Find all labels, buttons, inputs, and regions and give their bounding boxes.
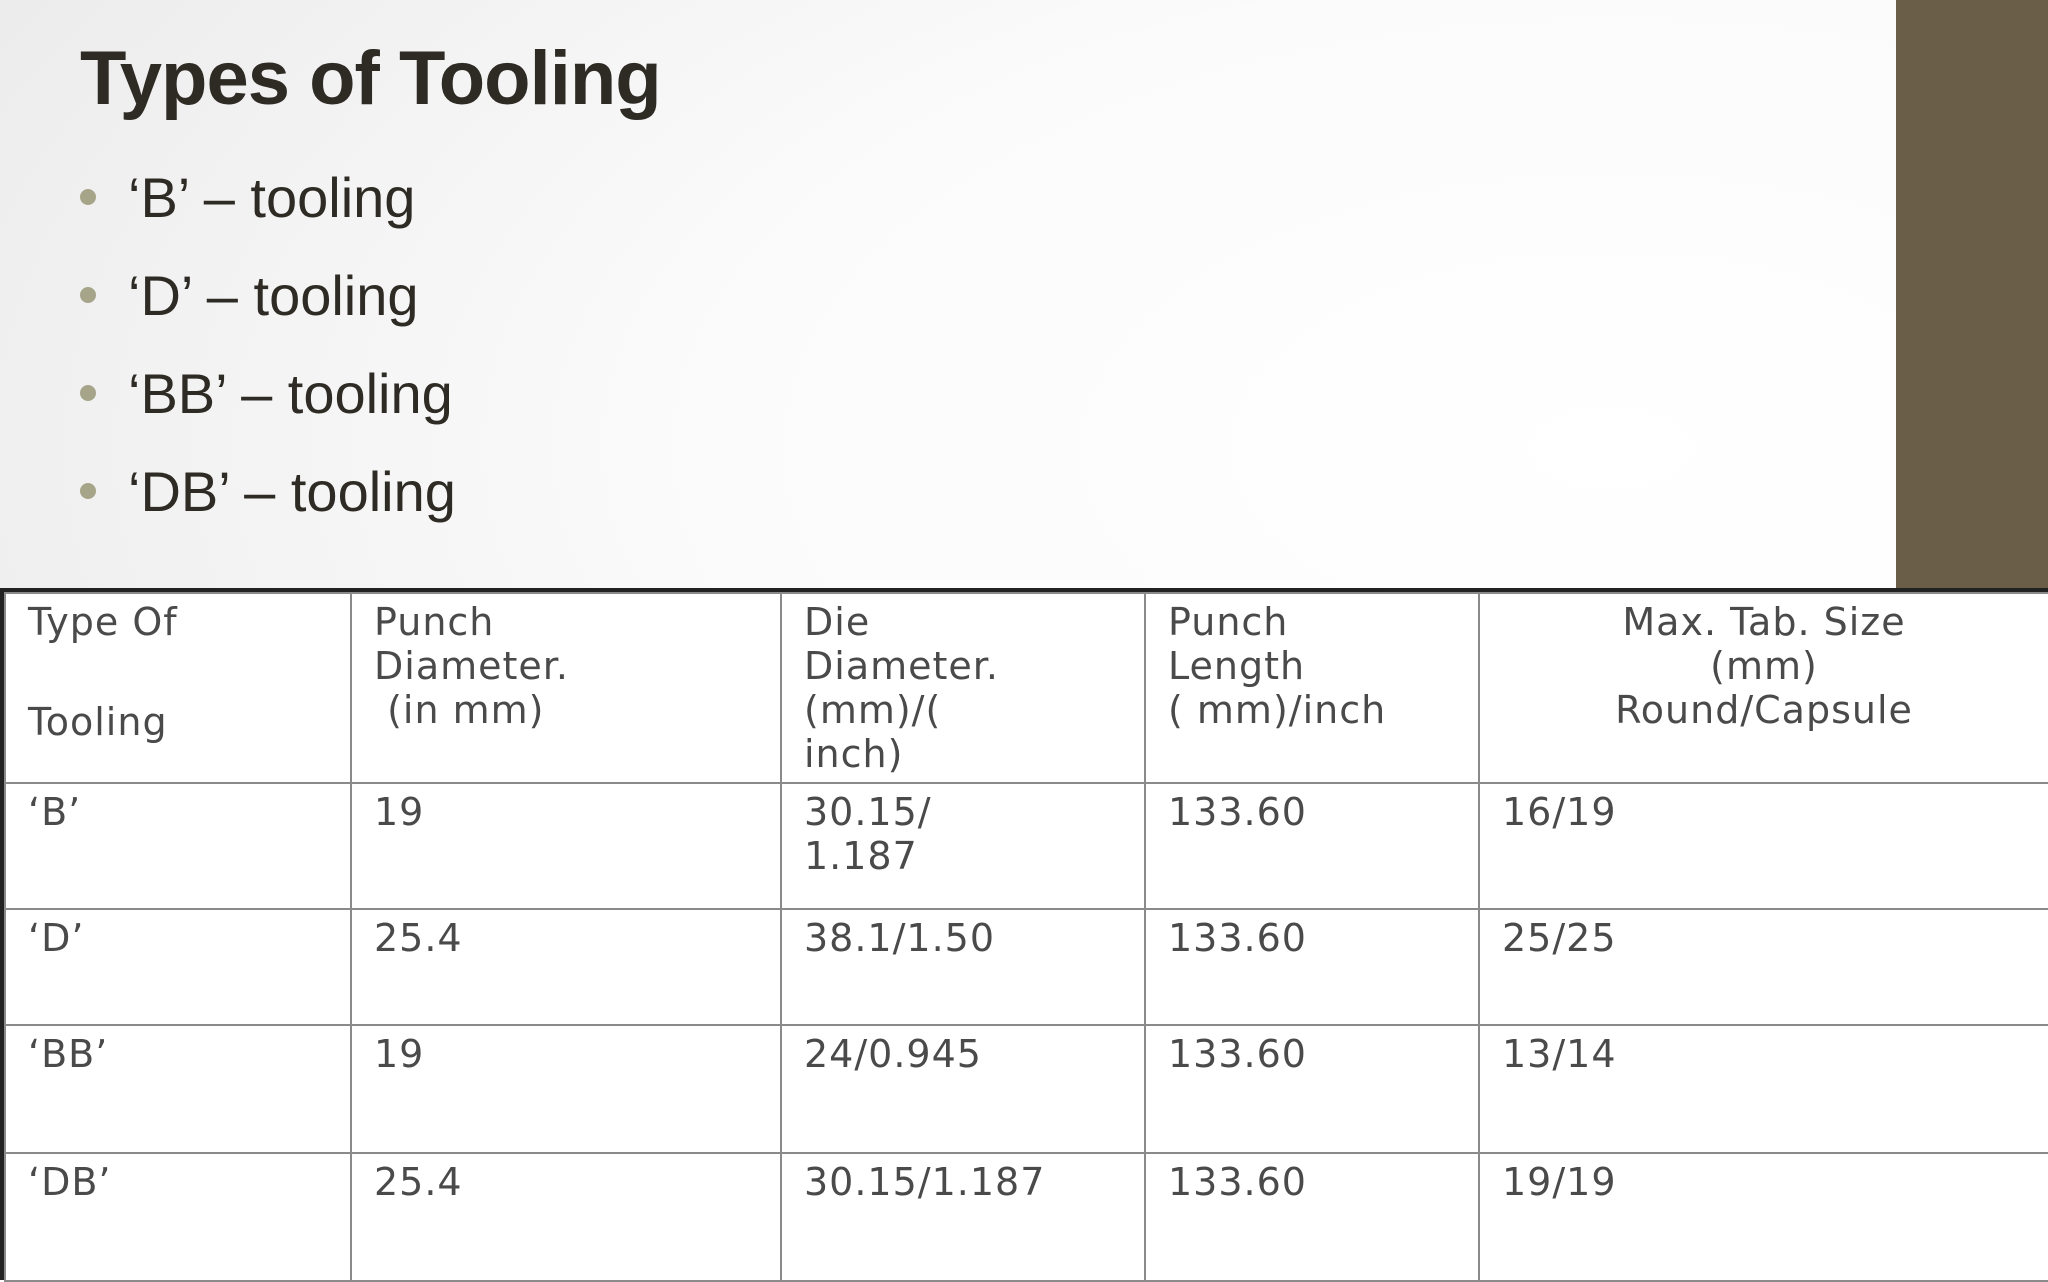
- cell-max-tab-size: 19/19: [1479, 1153, 2048, 1281]
- cell-type: ‘B’: [5, 783, 351, 909]
- cell-text: 1.187: [804, 834, 918, 878]
- header-text: inch): [804, 732, 904, 776]
- cell-punch-diameter: 19: [351, 1025, 781, 1153]
- bullet-dot-icon: [80, 189, 96, 205]
- header-text: Diameter.: [374, 644, 569, 688]
- bullet-dot-icon: [80, 385, 96, 401]
- header-text: Die: [804, 600, 871, 644]
- header-text: (mm): [1710, 644, 1818, 688]
- tooling-table: [4, 592, 2048, 1282]
- table-row: [5, 1153, 2048, 1281]
- tooling-table-container: [0, 588, 2048, 1280]
- bullet-item: [80, 344, 456, 442]
- cell-punch-diameter: 19: [351, 783, 781, 909]
- bullet-list: [80, 148, 456, 540]
- header-text: ( mm)/inch: [1168, 688, 1387, 732]
- cell-punch-length: 133.60: [1145, 1025, 1479, 1153]
- cell-die-diameter: 30.15/1.187: [781, 1153, 1145, 1281]
- header-text: Type Of: [28, 600, 178, 644]
- cell-die-diameter: [781, 783, 1145, 909]
- cell-text: 30.15/: [804, 790, 932, 834]
- header-text: (mm)/(: [804, 688, 942, 732]
- cell-punch-diameter: 25.4: [351, 909, 781, 1025]
- cell-type: ‘DB’: [5, 1153, 351, 1281]
- table-row: [5, 783, 2048, 909]
- header-text: Punch: [374, 600, 495, 644]
- cell-max-tab-size: 13/14: [1479, 1025, 2048, 1153]
- header-max-tab-size: [1479, 593, 2048, 783]
- header-text: Diameter.: [804, 644, 999, 688]
- bullet-item: [80, 442, 456, 540]
- header-die-diameter: [781, 593, 1145, 783]
- bullet-text: ‘BB’ – tooling: [128, 361, 453, 425]
- table-row: [5, 909, 2048, 1025]
- header-punch-length: [1145, 593, 1479, 783]
- table-header-row: [5, 593, 2048, 783]
- cell-max-tab-size: 16/19: [1479, 783, 2048, 909]
- bullet-item: [80, 148, 456, 246]
- cell-punch-length: 133.60: [1145, 783, 1479, 909]
- header-text: Round/Capsule: [1615, 688, 1913, 732]
- header-text: (in mm): [374, 688, 545, 732]
- cell-punch-diameter: 25.4: [351, 1153, 781, 1281]
- bullet-text: ‘D’ – tooling: [128, 263, 419, 327]
- header-punch-diameter: [351, 593, 781, 783]
- header-text: Punch: [1168, 600, 1289, 644]
- header-type-of-tooling: [5, 593, 351, 783]
- cell-type: ‘BB’: [5, 1025, 351, 1153]
- cell-type: ‘D’: [5, 909, 351, 1025]
- header-text: Length: [1168, 644, 1306, 688]
- cell-max-tab-size: 25/25: [1479, 909, 2048, 1025]
- cell-punch-length: 133.60: [1145, 1153, 1479, 1281]
- bullet-dot-icon: [80, 287, 96, 303]
- header-text: Tooling: [28, 700, 168, 744]
- cell-die-diameter: 38.1/1.50: [781, 909, 1145, 1025]
- bullet-text: ‘DB’ – tooling: [128, 459, 456, 523]
- bullet-dot-icon: [80, 483, 96, 499]
- bullet-text: ‘B’ – tooling: [128, 165, 416, 229]
- cell-punch-length: 133.60: [1145, 909, 1479, 1025]
- header-text: Max. Tab. Size: [1622, 600, 1906, 644]
- bullet-item: [80, 246, 456, 344]
- slide-title: Types of Tooling: [80, 36, 661, 121]
- cell-die-diameter: 24/0.945: [781, 1025, 1145, 1153]
- table-row: [5, 1025, 2048, 1153]
